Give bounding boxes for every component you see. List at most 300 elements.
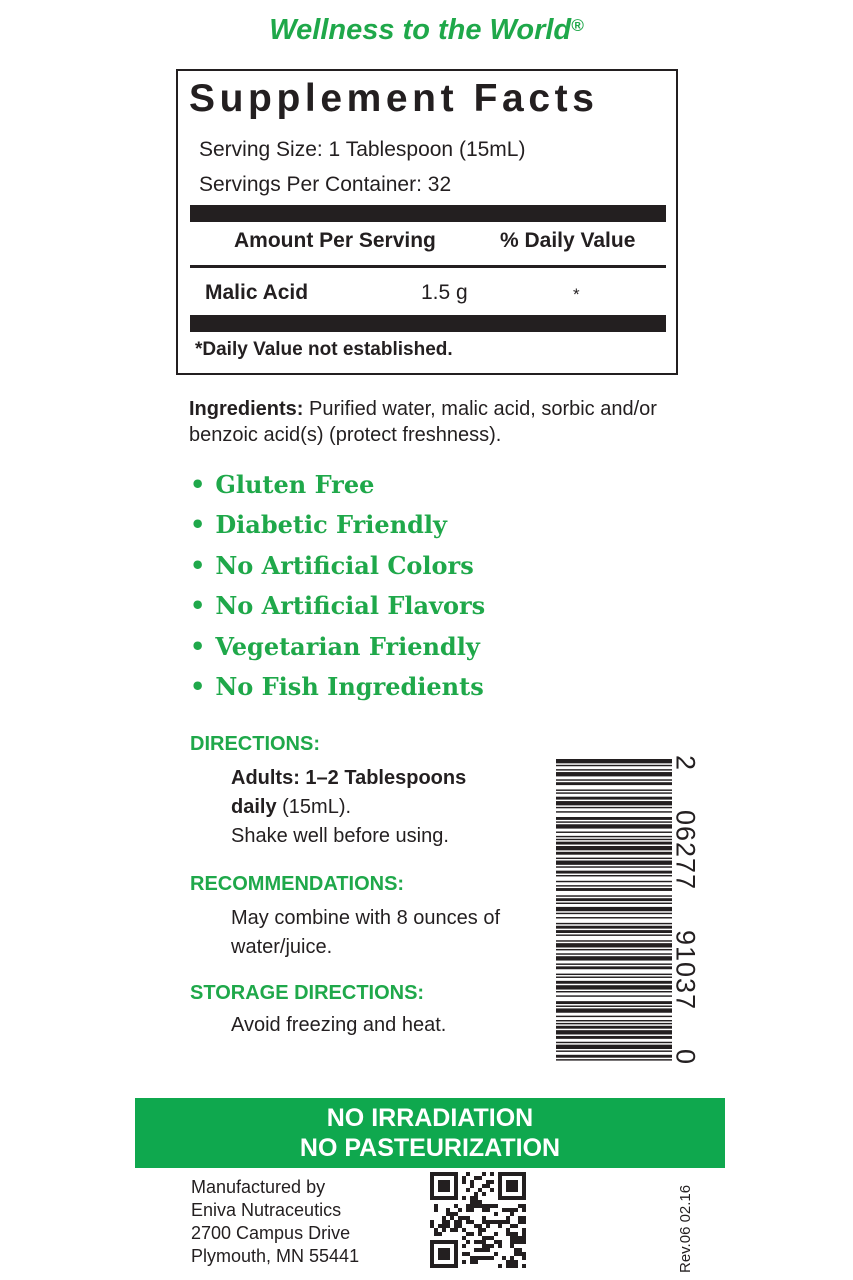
qr-module [522,1220,526,1224]
qr-module [474,1224,478,1228]
qr-module [462,1196,466,1200]
qr-module [498,1196,502,1200]
qr-module [454,1204,458,1208]
barcode-bar [556,824,672,828]
ingredients-label: Ingredients: [189,398,304,420]
qr-module [466,1252,470,1256]
barcode-bar [556,839,672,840]
qr-module [498,1220,502,1224]
qr-module [454,1172,458,1176]
barcode-bar [556,974,672,975]
qr-module [442,1264,446,1268]
qr-module [490,1244,494,1248]
barcode-bar [556,991,672,992]
qr-module [442,1252,446,1256]
qr-module [434,1228,438,1232]
qr-module [462,1216,466,1220]
claim-no-artificial-colors: • No Artificial Colors [190,551,485,591]
qr-module [454,1228,458,1232]
qr-module [434,1264,438,1268]
qr-module [454,1224,458,1228]
barcode-check-digit: 2 [670,755,701,772]
barcode-bar [556,1045,672,1049]
qr-module [446,1184,450,1188]
qr-module [510,1184,514,1188]
facts-footnote: *Daily Value not established. [195,339,453,360]
qr-module [454,1244,458,1248]
mfr-line-4: Plymouth, MN 55441 [191,1246,360,1266]
barcode-bar [556,875,672,876]
qr-module [498,1264,502,1268]
thin-rule [190,265,666,268]
barcode-bar [556,1023,672,1024]
qr-module [454,1220,458,1224]
barcode-bar [556,885,672,886]
qr-module [466,1172,470,1176]
qr-module [442,1256,446,1260]
qr-module [510,1240,514,1244]
qr-module [430,1264,434,1268]
qr-module [510,1224,514,1228]
qr-module [498,1180,502,1184]
qr-module [454,1248,458,1252]
qr-module [466,1188,470,1192]
nutrient-daily-value: * [573,285,580,304]
upc-barcode [556,755,672,1065]
qr-module [430,1224,434,1228]
barcode-bar [556,930,672,933]
qr-module [522,1236,526,1240]
qr-module [438,1196,442,1200]
qr-module [482,1216,486,1220]
qr-module [430,1172,434,1176]
qr-module [430,1192,434,1196]
recommendations-heading: RECOMMENDATIONS: [190,873,405,895]
manufacturer-address [191,1176,359,1268]
qr-module [510,1264,514,1268]
qr-module [482,1220,486,1224]
qr-module [446,1172,450,1176]
qr-module [438,1184,442,1188]
qr-module [502,1208,506,1212]
qr-module [510,1260,514,1264]
qr-module [470,1204,474,1208]
qr-module [466,1240,470,1244]
qr-code [430,1172,526,1268]
barcode-bar [556,821,672,822]
qr-module [490,1172,494,1176]
banner-line-irradiation: NO IRRADIATION [326,1104,534,1132]
directions-dose [231,764,501,822]
qr-module [494,1204,498,1208]
barcode-bar [556,1020,672,1021]
qr-module [506,1184,510,1188]
tagline-text: Wellness to the World [269,14,572,46]
qr-module [522,1252,526,1256]
qr-module [470,1220,474,1224]
barcode-bar [556,782,672,785]
qr-module [518,1248,522,1252]
qr-module [450,1172,454,1176]
qr-module [470,1196,474,1200]
qr-module [470,1260,474,1264]
barcode-bar [556,981,672,984]
qr-module [498,1240,502,1244]
barcode-bar [556,956,672,960]
barcode-bar [556,1001,672,1004]
storage-heading: STORAGE DIRECTIONS: [190,982,425,1004]
qr-module [478,1232,482,1236]
qr-module [474,1248,478,1252]
qr-module [474,1196,478,1200]
qr-module [506,1220,510,1224]
qr-module [454,1256,458,1260]
barcode-bar [556,842,672,845]
directions-dose-bold: Adults: 1–2 Tablespoons daily [231,767,467,818]
thick-rule-top [190,205,666,222]
qr-module [518,1216,522,1220]
qr-module [518,1196,522,1200]
qr-module [498,1184,502,1188]
qr-module [514,1260,518,1264]
qr-module [510,1188,514,1192]
qr-module [430,1256,434,1260]
qr-module [490,1204,494,1208]
barcode-bar [556,807,672,808]
qr-module [522,1188,526,1192]
qr-module [466,1208,470,1212]
recommendations-text: May combine with 8 ounces of water/juice. [231,907,501,958]
qr-module [518,1252,522,1256]
barcode-bar [556,801,672,805]
qr-module [450,1264,454,1268]
qr-module [438,1264,442,1268]
barcode-bar [556,1006,672,1007]
qr-module [438,1172,442,1176]
qr-module [438,1256,442,1260]
barcode-bar [556,1036,672,1039]
qr-module [522,1216,526,1220]
qr-module [462,1180,466,1184]
qr-module [446,1220,450,1224]
qr-module [430,1260,434,1264]
qr-module [522,1232,526,1236]
qr-module [458,1224,462,1228]
qr-module [486,1208,490,1212]
qr-module [466,1220,470,1224]
qr-module [442,1188,446,1192]
qr-module [514,1232,518,1236]
qr-module [510,1172,514,1176]
qr-module [442,1240,446,1244]
qr-module [442,1220,446,1224]
qr-module [482,1184,486,1188]
barcode-bar [556,858,672,859]
qr-module [478,1228,482,1232]
qr-module [494,1232,498,1236]
qr-module [514,1264,518,1268]
qr-module [462,1244,466,1248]
barcode-bar [556,953,672,954]
barcode-bar [556,811,672,812]
barcode-bar [556,759,672,763]
qr-module [430,1252,434,1256]
nutrient-name: Malic Acid [205,281,309,304]
qr-module [454,1260,458,1264]
qr-module [466,1204,470,1208]
qr-module [430,1196,434,1200]
qr-module [430,1240,434,1244]
qr-module [482,1192,486,1196]
qr-module [498,1172,502,1176]
qr-module [522,1228,526,1232]
qr-module [446,1256,450,1260]
mfr-line-3: 2700 Campus Drive [191,1223,351,1243]
qr-module [490,1236,494,1240]
qr-module [498,1192,502,1196]
qr-module [430,1180,434,1184]
qr-module [498,1244,502,1248]
qr-module [482,1248,486,1252]
barcode-bar [556,1026,672,1029]
banner-line-pasteurization: NO PASTEURIZATION [299,1134,561,1162]
qr-module [446,1180,450,1184]
qr-module [486,1236,490,1240]
qr-module [474,1260,478,1264]
qr-module [510,1208,514,1212]
qr-module [510,1244,514,1248]
tagline [0,14,853,47]
qr-module [438,1232,442,1236]
qr-module [454,1212,458,1216]
qr-module [486,1256,490,1260]
barcode-bar [556,898,672,901]
barcode-bar [556,846,672,850]
qr-module [454,1184,458,1188]
mfr-line-2: Eniva Nutraceutics [191,1200,342,1220]
qr-module [470,1184,474,1188]
qr-module [522,1180,526,1184]
qr-module [522,1192,526,1196]
qr-module [462,1252,466,1256]
barcode-bar [556,772,672,776]
qr-module [434,1196,438,1200]
qr-module [478,1204,482,1208]
qr-module [522,1256,526,1260]
qr-module [490,1256,494,1260]
qr-module [486,1224,490,1228]
qr-module [434,1232,438,1236]
qr-module [486,1244,490,1248]
qr-module [430,1184,434,1188]
qr-module [478,1188,482,1192]
claim-no-fish-ingredients: • No Fish Ingredients [190,672,485,712]
claim-vegetarian-friendly: • Vegetarian Friendly [190,632,485,672]
qr-module [518,1172,522,1176]
qr-module [458,1216,462,1220]
qr-module [462,1260,466,1264]
qr-module [514,1248,518,1252]
qr-module [482,1244,486,1248]
qr-module [506,1232,510,1236]
barcode-bar [556,789,672,790]
qr-module [446,1196,450,1200]
product-claims-list [190,470,485,712]
daily-value-header: % Daily Value [500,229,636,252]
qr-module [438,1252,442,1256]
qr-module [470,1256,474,1260]
qr-module [434,1208,438,1212]
qr-module [454,1240,458,1244]
directions-dose-rest: (15mL). [276,796,352,818]
qr-module [430,1188,434,1192]
qr-module [506,1260,510,1264]
barcode-bar [556,871,672,874]
qr-module [454,1176,458,1180]
qr-module [502,1172,506,1176]
qr-module [450,1216,454,1220]
qr-module [514,1196,518,1200]
barcode-bar [556,895,672,896]
qr-module [470,1208,474,1212]
barcode-bar [556,832,672,833]
qr-module [482,1208,486,1212]
qr-module [442,1184,446,1188]
qr-module [442,1180,446,1184]
qr-module [514,1184,518,1188]
qr-module [514,1236,518,1240]
qr-module [514,1188,518,1192]
qr-module [446,1264,450,1268]
qr-module [478,1176,482,1180]
qr-module [470,1180,474,1184]
qr-module [490,1220,494,1224]
ingredients-text: Purified water, malic acid, sorbic and/or benzoic acid(s) (protect freshness). [189,398,657,446]
qr-module [478,1256,482,1260]
qr-module [478,1224,482,1228]
serving-size: Serving Size: 1 Tablespoon (15mL) [199,138,526,161]
qr-module [454,1180,458,1184]
qr-module [510,1196,514,1200]
qr-module [490,1180,494,1184]
qr-module [442,1196,446,1200]
qr-module [506,1172,510,1176]
qr-module [506,1196,510,1200]
barcode-bar [556,923,672,924]
qr-module [522,1204,526,1208]
barcode-first-digit: 0 [670,1048,701,1065]
qr-module [518,1204,522,1208]
qr-module [506,1208,510,1212]
qr-module [490,1188,494,1192]
qr-module [478,1248,482,1252]
servings-per-container: Servings Per Container: 32 [199,173,452,196]
qr-module [502,1220,506,1224]
barcode-bar [556,836,672,837]
qr-module [458,1208,462,1212]
barcode-bar [556,866,672,867]
qr-module [474,1256,478,1260]
barcode-bar [556,966,672,969]
qr-module [454,1188,458,1192]
qr-module [434,1240,438,1244]
claim-no-artificial-flavors: • No Artificial Flavors [190,591,485,631]
barcode-bar [556,907,672,911]
qr-module [454,1252,458,1256]
qr-module [510,1256,514,1260]
qr-module [482,1236,486,1240]
qr-module [522,1196,526,1200]
qr-module [518,1240,522,1244]
barcode-bar [556,769,672,770]
qr-module [494,1212,498,1216]
qr-module [482,1204,486,1208]
qr-module [454,1264,458,1268]
barcode-bar [556,934,672,935]
directions-shake: Shake well before using. [231,825,449,847]
barcode-bar [556,792,672,793]
thick-rule-bottom [190,315,666,332]
mfr-line-1: Manufactured by [191,1177,326,1197]
barcode-bar [556,940,672,941]
qr-module [510,1232,514,1236]
qr-module [442,1216,446,1220]
qr-module [486,1184,490,1188]
qr-module [486,1180,490,1184]
registered-mark: ® [571,16,584,35]
qr-module [506,1228,510,1232]
qr-module [434,1172,438,1176]
qr-module [454,1196,458,1200]
qr-module [482,1240,486,1244]
qr-module [510,1236,514,1240]
barcode-bar [556,881,672,882]
qr-module [486,1248,490,1252]
qr-module [514,1252,518,1256]
barcode-bar [556,888,672,891]
barcode-bar [556,913,672,914]
qr-module [514,1172,518,1176]
barcode-bar [556,917,672,918]
barcode-bar [556,926,672,929]
qr-module [510,1212,514,1216]
barcode-bar [556,943,672,947]
qr-module [522,1208,526,1212]
qr-module [498,1188,502,1192]
qr-module [446,1208,450,1212]
qr-module [514,1180,518,1184]
qr-module [514,1224,518,1228]
qr-module [514,1240,518,1244]
qr-module [522,1240,526,1244]
qr-module [522,1172,526,1176]
nutrient-amount: 1.5 g [421,281,468,304]
qr-module [494,1220,498,1224]
qr-module [446,1248,450,1252]
qr-module [438,1248,442,1252]
qr-module [438,1188,442,1192]
qr-module [454,1192,458,1196]
qr-module [446,1240,450,1244]
qr-module [494,1240,498,1244]
ingredients [189,396,659,448]
barcode-bar [556,903,672,904]
qr-module [442,1228,446,1232]
barcode-bar [556,817,672,820]
qr-module [430,1248,434,1252]
qr-module [478,1200,482,1204]
qr-module [518,1236,522,1240]
